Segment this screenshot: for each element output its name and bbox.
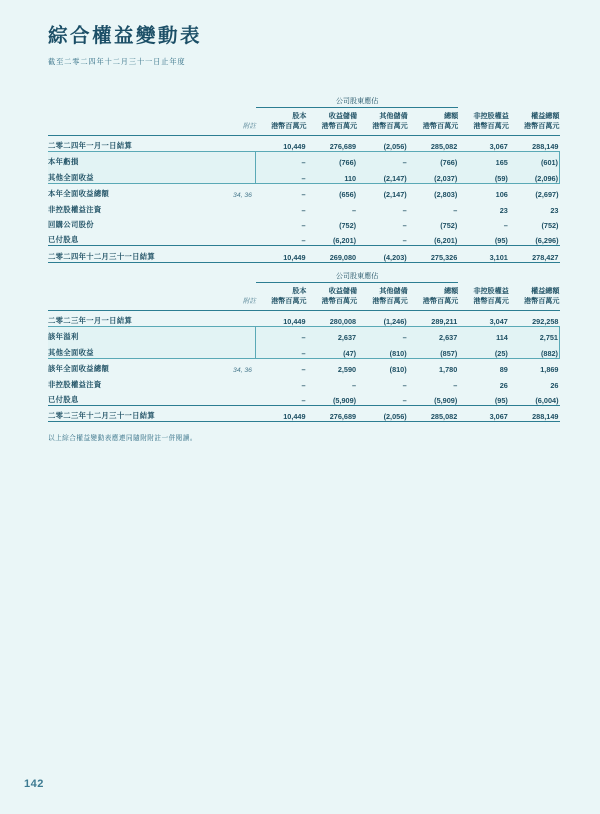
column-unit-2: 港幣百萬元 <box>307 296 358 310</box>
document-header <box>48 24 560 67</box>
cell-value: – <box>256 342 307 358</box>
row-note-reference: 34, 36 <box>198 358 256 374</box>
column-header-row <box>48 108 560 122</box>
column-header-blank <box>48 283 198 297</box>
column-unit-1: 港幣百萬元 <box>256 296 307 310</box>
row-label: 二零二四年一月一日結算 <box>48 140 133 150</box>
cell-value: (4,203) <box>357 246 408 262</box>
cell-value: 3,067 <box>458 405 509 421</box>
cell-value: (47) <box>307 342 358 358</box>
row-label: 二零二四年十二月三十一日結算 <box>48 246 198 262</box>
column-group-header-row <box>48 94 560 108</box>
row-label: 已付股息 <box>48 235 79 245</box>
cell-value: 288,149 <box>532 141 559 151</box>
spacer-cell <box>48 269 256 283</box>
cell-value: 10,449 <box>283 141 306 151</box>
spacer-cell <box>48 94 256 108</box>
cell-value: – <box>256 183 307 199</box>
cell-value: – <box>256 326 307 342</box>
cell-value: 2,751 <box>509 326 560 342</box>
cell-value: – <box>402 395 407 405</box>
row-label: 二零二三年十二月三十一日結算 <box>48 405 198 421</box>
row-label: 已付股息 <box>48 394 79 404</box>
row-label: 非控股權益注資 <box>48 204 102 214</box>
cell-value: – <box>357 326 408 342</box>
row-note-reference <box>198 151 256 167</box>
page-subtitle: 截至二零二四年十二月三十一日止年度 <box>48 57 186 67</box>
row-note-reference <box>198 310 256 326</box>
table-two-body <box>48 269 560 422</box>
row-label: 二零二三年一月一日結算 <box>48 315 133 325</box>
cell-value: 23 <box>550 205 559 215</box>
column-header-6: 權益總額 <box>531 112 560 120</box>
column-unit-blank <box>48 296 198 310</box>
cell-value: 114 <box>458 326 509 342</box>
cell-value: (6,201) <box>434 236 458 246</box>
cell-value: 288,149 <box>509 405 560 421</box>
cell-value: 289,211 <box>431 316 458 326</box>
cell-value: – <box>357 151 408 167</box>
table-row <box>48 215 560 230</box>
cell-value: 10,449 <box>283 316 306 326</box>
cell-value: 3,101 <box>458 246 509 262</box>
cell-value: 276,689 <box>329 141 357 151</box>
table-row <box>48 342 560 358</box>
table-row <box>48 167 560 183</box>
column-header-6: 權益總額 <box>531 287 560 295</box>
column-header-5: 非控股權益 <box>473 287 509 295</box>
cell-value: 280,008 <box>329 316 357 326</box>
row-label: 回購公司股份 <box>48 219 94 229</box>
cell-value: 10,449 <box>256 246 307 262</box>
column-header-4: 總額 <box>444 112 459 120</box>
cell-value: – <box>453 380 458 390</box>
cell-value: (6,201) <box>332 236 357 246</box>
table-row <box>48 374 560 389</box>
cell-value: 23 <box>499 205 508 215</box>
cell-value: – <box>256 358 307 374</box>
column-unit-4: 港幣百萬元 <box>408 121 459 135</box>
table-row <box>48 326 560 342</box>
table-row <box>48 390 560 406</box>
cell-value: 285,082 <box>430 141 458 151</box>
cell-value: – <box>453 205 458 215</box>
cell-value: – <box>256 167 307 183</box>
cell-value: – <box>301 380 306 390</box>
cell-value: (95) <box>494 395 508 405</box>
cell-value: 292,258 <box>532 316 559 326</box>
column-unit-1: 港幣百萬元 <box>256 121 307 135</box>
column-unit-3: 港幣百萬元 <box>357 296 408 310</box>
column-header-row <box>48 283 560 297</box>
cell-value: (810) <box>357 342 408 358</box>
row-label: 該年溢利 <box>48 326 198 342</box>
cell-value: – <box>402 220 407 230</box>
column-unit-6: 港幣百萬元 <box>509 296 560 310</box>
cell-value: 26 <box>499 380 508 390</box>
cell-value: (25) <box>458 342 509 358</box>
table-row <box>48 135 560 151</box>
column-group-header-label: 公司股東應佔 <box>256 269 458 283</box>
row-note-reference <box>198 246 256 262</box>
row-label: 其他全面收益 <box>48 342 198 358</box>
cell-value: 3,067 <box>489 141 508 151</box>
table-one-body <box>48 94 560 262</box>
cell-value: (752) <box>339 220 357 230</box>
cell-value: (656) <box>307 183 358 199</box>
cell-value: 2,590 <box>307 358 358 374</box>
cell-value: 106 <box>458 183 509 199</box>
column-header-2: 收益儲備 <box>328 287 358 295</box>
footnote-text: 以上綜合權益變動表應連同隨附附註一併閱讀。 <box>48 435 197 442</box>
cell-value: (5,909) <box>434 395 458 405</box>
row-label: 本年虧損 <box>48 151 198 167</box>
cell-value: (2,803) <box>408 183 459 199</box>
row-note-reference <box>198 374 256 389</box>
row-label: 本年全面收益總額 <box>48 183 198 199</box>
cell-value: – <box>256 151 307 167</box>
equity-statement-table-2024 <box>48 94 560 263</box>
column-header-5: 非控股權益 <box>473 112 509 120</box>
note-column-header: 附註 <box>198 121 256 135</box>
cell-value: – <box>402 205 407 215</box>
equity-statement-table-2023 <box>48 269 560 422</box>
row-label: 非控股權益注資 <box>48 379 102 389</box>
row-label: 其他全面收益 <box>48 167 198 183</box>
cell-value: – <box>301 395 306 405</box>
cell-value: 110 <box>307 167 358 183</box>
cell-value: (810) <box>357 358 408 374</box>
cell-value: 2,637 <box>307 326 358 342</box>
column-unit-3: 港幣百萬元 <box>357 121 408 135</box>
table-row <box>48 183 560 199</box>
cell-value: 89 <box>458 358 509 374</box>
column-group-header-label: 公司股東應佔 <box>256 94 458 108</box>
column-unit-5: 港幣百萬元 <box>458 121 509 135</box>
table-row <box>48 310 560 326</box>
cell-value: – <box>402 380 407 390</box>
column-group-header-row <box>48 269 560 283</box>
column-unit-6: 港幣百萬元 <box>509 121 560 135</box>
column-header-3: 其他儲備 <box>379 287 408 295</box>
table-row <box>48 246 560 262</box>
cell-value: (95) <box>494 236 508 246</box>
column-header-2: 收益儲備 <box>328 112 358 120</box>
cell-value: – <box>301 236 306 246</box>
cell-value: (59) <box>458 167 509 183</box>
table-row <box>48 230 560 246</box>
cell-value: (766) <box>408 151 459 167</box>
row-note-reference <box>198 405 256 421</box>
cell-value: – <box>301 220 306 230</box>
cell-value: 26 <box>550 380 559 390</box>
column-header-4: 總額 <box>444 287 459 295</box>
table-row <box>48 405 560 421</box>
cell-value: (601) <box>509 151 560 167</box>
column-header-note <box>198 108 256 122</box>
cell-value: (1,246) <box>383 316 407 326</box>
row-note-reference <box>198 199 256 214</box>
cell-value: (766) <box>307 151 358 167</box>
column-unit-4: 港幣百萬元 <box>408 296 459 310</box>
column-unit-blank <box>48 121 198 135</box>
row-note-reference <box>198 390 256 406</box>
cell-value: 2,637 <box>408 326 459 342</box>
page-title: 綜合權益變動表 <box>48 25 203 47</box>
cell-value: (2,037) <box>408 167 459 183</box>
cell-value: (2,147) <box>357 183 408 199</box>
cell-value: (2,056) <box>357 405 408 421</box>
cell-value: 10,449 <box>256 405 307 421</box>
cell-value: (2,147) <box>357 167 408 183</box>
cell-value: 285,082 <box>408 405 459 421</box>
column-unit-row <box>48 121 560 135</box>
spacer-cell <box>458 269 559 283</box>
cell-value: (2,096) <box>509 167 560 183</box>
page-number: 142 <box>24 778 44 790</box>
row-label: 該年全面收益總額 <box>48 358 198 374</box>
cell-value: 1,869 <box>509 358 560 374</box>
cell-value: 278,427 <box>509 246 560 262</box>
table-row <box>48 199 560 214</box>
row-note-reference: 34, 36 <box>198 183 256 199</box>
cell-value: – <box>402 236 407 246</box>
spacer-cell <box>458 94 559 108</box>
cell-value: – <box>301 205 306 215</box>
column-header-blank <box>48 108 198 122</box>
cell-value: 1,780 <box>408 358 459 374</box>
row-note-reference <box>198 215 256 230</box>
cell-value: – <box>352 205 357 215</box>
column-unit-5: 港幣百萬元 <box>458 296 509 310</box>
cell-value: (6,296) <box>535 236 559 246</box>
column-header-1: 股本 <box>292 287 307 295</box>
cell-value: 3,047 <box>489 316 508 326</box>
cell-value: (2,056) <box>383 141 407 151</box>
column-header-3: 其他儲備 <box>379 112 408 120</box>
column-header-note <box>198 283 256 297</box>
table-row <box>48 151 560 167</box>
cell-value: (752) <box>541 220 559 230</box>
cell-value: – <box>503 220 508 230</box>
cell-value: 165 <box>458 151 509 167</box>
cell-value: (5,909) <box>332 395 357 405</box>
cell-value: 269,080 <box>307 246 358 262</box>
column-unit-2: 港幣百萬元 <box>307 121 358 135</box>
cell-value: 276,689 <box>307 405 358 421</box>
column-unit-row <box>48 296 560 310</box>
cell-value: (752) <box>440 220 458 230</box>
row-note-reference <box>198 230 256 246</box>
cell-value: (882) <box>509 342 560 358</box>
cell-value: (857) <box>408 342 459 358</box>
cell-value: (2,697) <box>509 183 560 199</box>
row-note-reference <box>198 135 256 151</box>
note-column-header: 附註 <box>198 296 256 310</box>
table-row <box>48 358 560 374</box>
row-note-reference <box>198 342 256 358</box>
column-header-1: 股本 <box>292 112 307 120</box>
cell-value: 275,326 <box>408 246 459 262</box>
row-note-reference <box>198 326 256 342</box>
row-note-reference <box>198 167 256 183</box>
cell-value: (6,004) <box>535 395 559 405</box>
cell-value: – <box>352 380 357 390</box>
